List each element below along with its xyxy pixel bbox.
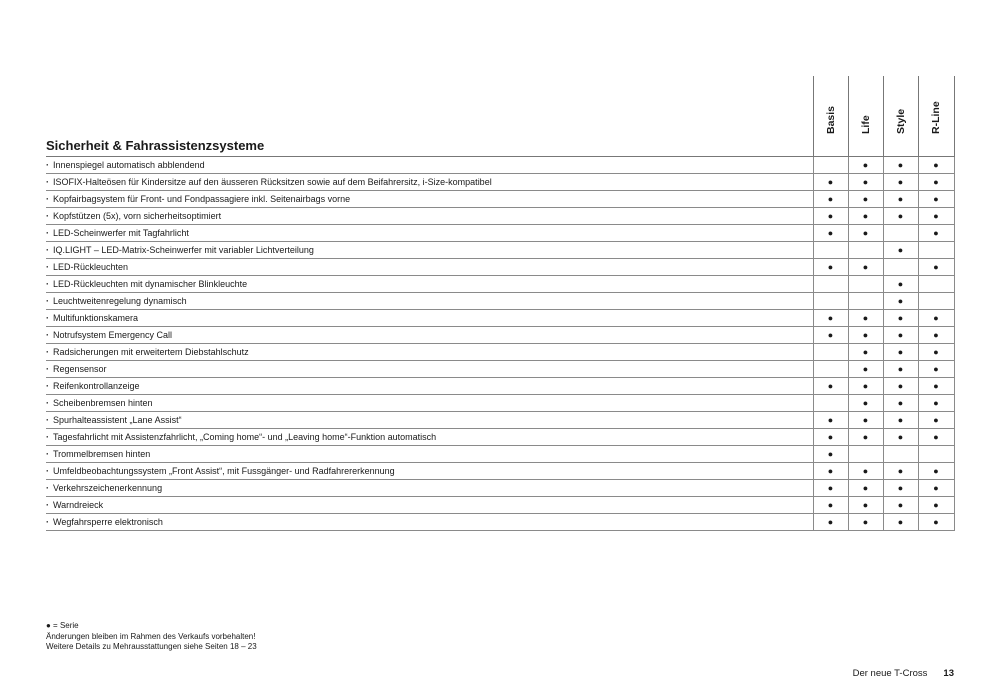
standard-dot-icon: ● bbox=[827, 482, 834, 493]
feature-label: Trommelbremsen hinten bbox=[53, 448, 151, 459]
section-title: Sicherheit & Fahrassistenzsysteme bbox=[46, 76, 813, 156]
standard-dot-icon: ● bbox=[862, 499, 869, 510]
availability-cell bbox=[813, 462, 848, 479]
table-row bbox=[46, 343, 954, 360]
table-row bbox=[46, 445, 954, 462]
standard-dot-icon: ● bbox=[933, 159, 939, 170]
table-row bbox=[46, 258, 954, 275]
availability-cell bbox=[918, 241, 954, 258]
standard-dot-icon: ● bbox=[933, 210, 939, 221]
availability-cell bbox=[813, 326, 848, 343]
page-footer bbox=[853, 668, 954, 679]
feature-label: Spurhalteassistent „Lane Assist“ bbox=[53, 414, 182, 425]
availability-cell bbox=[813, 173, 848, 190]
availability-cell bbox=[918, 173, 954, 190]
variant-label: R-Line bbox=[930, 100, 942, 134]
feature-cell bbox=[46, 360, 813, 377]
page-number: 13 bbox=[943, 668, 954, 679]
bullet-icon: · bbox=[46, 482, 49, 493]
variant-header-r-line bbox=[918, 76, 954, 156]
footnote-legend: ● = Serie bbox=[46, 621, 79, 630]
standard-dot-icon: ● bbox=[897, 363, 904, 374]
standard-dot-icon: ● bbox=[933, 346, 939, 357]
availability-cell bbox=[813, 207, 848, 224]
feature-cell bbox=[46, 309, 813, 326]
standard-dot-icon: ● bbox=[897, 159, 904, 170]
availability-cell bbox=[813, 156, 848, 173]
feature-cell bbox=[46, 411, 813, 428]
availability-cell bbox=[883, 224, 918, 241]
feature-label: Regensensor bbox=[53, 363, 107, 374]
standard-dot-icon: ● bbox=[897, 499, 904, 510]
standard-dot-icon: ● bbox=[933, 329, 939, 340]
bullet-icon: · bbox=[46, 244, 49, 255]
availability-cell bbox=[883, 309, 918, 326]
bullet-icon: · bbox=[46, 227, 49, 238]
availability-cell bbox=[813, 479, 848, 496]
footnote-disclaimer: Änderungen bleiben im Rahmen des Verkaufs vorbehalten! bbox=[46, 631, 256, 641]
availability-cell bbox=[883, 343, 918, 360]
standard-dot-icon: ● bbox=[933, 363, 939, 374]
availability-cell bbox=[883, 292, 918, 309]
standard-dot-icon: ● bbox=[897, 516, 904, 527]
feature-cell bbox=[46, 241, 813, 258]
availability-cell bbox=[883, 428, 918, 445]
standard-dot-icon: ● bbox=[897, 244, 904, 255]
variant-label: Style bbox=[894, 108, 907, 134]
table-row bbox=[46, 326, 954, 343]
feature-label: Umfeldbeobachtungssystem „Front Assist“, mit Fussgänger- und Radfahrererkennung bbox=[53, 465, 395, 476]
availability-cell bbox=[848, 377, 883, 394]
bullet-icon: · bbox=[46, 176, 49, 187]
feature-label: Notrufsystem Emergency Call bbox=[53, 329, 173, 340]
standard-dot-icon: ● bbox=[827, 312, 834, 323]
availability-cell bbox=[848, 343, 883, 360]
feature-cell bbox=[46, 428, 813, 445]
availability-cell bbox=[918, 428, 954, 445]
availability-cell bbox=[848, 156, 883, 173]
table-row bbox=[46, 292, 954, 309]
availability-cell bbox=[918, 377, 954, 394]
table-row bbox=[46, 224, 954, 241]
availability-cell bbox=[813, 309, 848, 326]
table-row bbox=[46, 479, 954, 496]
table-row bbox=[46, 173, 954, 190]
availability-cell bbox=[813, 428, 848, 445]
bullet-icon: · bbox=[46, 159, 49, 170]
standard-dot-icon: ● bbox=[933, 482, 939, 493]
standard-dot-icon: ● bbox=[862, 465, 869, 476]
availability-cell bbox=[918, 224, 954, 241]
availability-cell bbox=[848, 394, 883, 411]
availability-cell bbox=[848, 479, 883, 496]
feature-label: Tagesfahrlicht mit Assistenzfahrlicht, „Coming home“- und „Leaving home“-Funktion automatisch bbox=[53, 431, 437, 442]
availability-cell bbox=[918, 292, 954, 309]
table-row bbox=[46, 394, 954, 411]
feature-label: Radsicherungen mit erweitertem Diebstahlschutz bbox=[53, 346, 249, 357]
standard-dot-icon: ● bbox=[827, 227, 834, 238]
standard-dot-icon: ● bbox=[933, 516, 939, 527]
availability-cell bbox=[848, 428, 883, 445]
availability-cell bbox=[883, 241, 918, 258]
availability-cell bbox=[883, 258, 918, 275]
standard-dot-icon: ● bbox=[897, 346, 904, 357]
standard-dot-icon: ● bbox=[827, 516, 834, 527]
standard-dot-icon: ● bbox=[897, 482, 904, 493]
standard-dot-icon: ● bbox=[933, 397, 939, 408]
availability-cell bbox=[848, 309, 883, 326]
bullet-icon: · bbox=[46, 465, 49, 476]
availability-cell bbox=[813, 513, 848, 530]
table-row bbox=[46, 241, 954, 258]
feature-cell bbox=[46, 258, 813, 275]
bullet-icon: · bbox=[46, 380, 49, 391]
availability-cell bbox=[918, 411, 954, 428]
standard-dot-icon: ● bbox=[933, 431, 939, 442]
availability-cell bbox=[813, 394, 848, 411]
footnote-reference: Weitere Details zu Mehrausstattungen siehe Seiten 18 – 23 bbox=[46, 642, 257, 651]
standard-dot-icon: ● bbox=[897, 414, 904, 425]
standard-dot-icon: ● bbox=[897, 176, 904, 187]
bullet-icon: · bbox=[46, 363, 49, 374]
availability-cell bbox=[848, 207, 883, 224]
availability-cell bbox=[918, 496, 954, 513]
bullet-icon: · bbox=[46, 431, 49, 442]
availability-cell bbox=[813, 343, 848, 360]
standard-dot-icon: ● bbox=[933, 414, 939, 425]
feature-label: Verkehrszeichenerkennung bbox=[53, 482, 163, 493]
availability-cell bbox=[813, 411, 848, 428]
availability-cell bbox=[883, 479, 918, 496]
availability-cell bbox=[918, 462, 954, 479]
availability-cell bbox=[813, 496, 848, 513]
table-row bbox=[46, 377, 954, 394]
availability-cell bbox=[848, 275, 883, 292]
variant-header-life bbox=[848, 76, 883, 156]
standard-dot-icon: ● bbox=[862, 380, 869, 391]
availability-cell bbox=[883, 207, 918, 224]
standard-dot-icon: ● bbox=[897, 210, 904, 221]
standard-dot-icon: ● bbox=[933, 499, 939, 510]
availability-cell bbox=[813, 275, 848, 292]
standard-dot-icon: ● bbox=[827, 380, 834, 391]
standard-dot-icon: ● bbox=[862, 516, 869, 527]
standard-dot-icon: ● bbox=[897, 329, 904, 340]
table-row bbox=[46, 513, 954, 530]
feature-cell bbox=[46, 445, 813, 462]
availability-cell bbox=[883, 411, 918, 428]
standard-dot-icon: ● bbox=[897, 431, 904, 442]
feature-label: Kopfstützen (5x), vorn sicherheitsoptimiert bbox=[53, 210, 222, 221]
bullet-icon: · bbox=[46, 312, 49, 323]
standard-dot-icon: ● bbox=[933, 193, 939, 204]
feature-cell bbox=[46, 275, 813, 292]
standard-dot-icon: ● bbox=[862, 261, 869, 272]
feature-cell bbox=[46, 343, 813, 360]
equipment-table bbox=[46, 76, 955, 531]
variant-header-basis bbox=[813, 76, 848, 156]
availability-cell bbox=[813, 377, 848, 394]
variant-label: Life bbox=[859, 114, 872, 134]
bullet-icon: · bbox=[46, 397, 49, 408]
feature-label: LED-Scheinwerfer mit Tagfahrlicht bbox=[53, 227, 189, 238]
feature-label: Wegfahrsperre elektronisch bbox=[53, 516, 163, 527]
standard-dot-icon: ● bbox=[862, 363, 869, 374]
table-row bbox=[46, 428, 954, 445]
standard-dot-icon: ● bbox=[862, 482, 869, 493]
availability-cell bbox=[848, 241, 883, 258]
availability-cell bbox=[918, 309, 954, 326]
feature-label: Reifenkontrollanzeige bbox=[53, 380, 140, 391]
availability-cell bbox=[918, 156, 954, 173]
standard-dot-icon: ● bbox=[862, 210, 869, 221]
standard-dot-icon: ● bbox=[827, 431, 834, 442]
table-row bbox=[46, 360, 954, 377]
feature-cell bbox=[46, 224, 813, 241]
availability-cell bbox=[813, 445, 848, 462]
standard-dot-icon: ● bbox=[933, 380, 939, 391]
availability-cell bbox=[918, 275, 954, 292]
bullet-icon: · bbox=[46, 516, 49, 527]
document-title: Der neue T-Cross bbox=[852, 668, 928, 679]
table-row bbox=[46, 462, 954, 479]
bullet-icon: · bbox=[46, 448, 49, 459]
bullet-icon: · bbox=[46, 193, 49, 204]
availability-cell bbox=[848, 462, 883, 479]
feature-label: Multifunktionskamera bbox=[53, 312, 139, 323]
standard-dot-icon: ● bbox=[862, 346, 869, 357]
availability-cell bbox=[813, 241, 848, 258]
availability-cell bbox=[813, 190, 848, 207]
availability-cell bbox=[883, 445, 918, 462]
standard-dot-icon: ● bbox=[827, 193, 834, 204]
standard-dot-icon: ● bbox=[862, 312, 869, 323]
availability-cell bbox=[918, 513, 954, 530]
feature-label: ISOFIX-Halteösen für Kindersitze auf den äusseren Rücksitzen sowie auf dem Beifahrersitz, i-Size-kompatibel bbox=[53, 176, 492, 187]
standard-dot-icon: ● bbox=[827, 499, 834, 510]
standard-dot-icon: ● bbox=[862, 193, 869, 204]
availability-cell bbox=[848, 360, 883, 377]
standard-dot-icon: ● bbox=[897, 278, 904, 289]
table-row bbox=[46, 309, 954, 326]
availability-cell bbox=[813, 224, 848, 241]
availability-cell bbox=[813, 258, 848, 275]
availability-cell bbox=[848, 326, 883, 343]
standard-dot-icon: ● bbox=[827, 465, 834, 476]
availability-cell bbox=[918, 445, 954, 462]
availability-cell bbox=[848, 445, 883, 462]
feature-label: Innenspiegel automatisch abblendend bbox=[53, 159, 205, 170]
table-row bbox=[46, 496, 954, 513]
bullet-icon: · bbox=[46, 210, 49, 221]
feature-label: LED-Rückleuchten mit dynamischer Blinkleuchte bbox=[53, 278, 248, 289]
standard-dot-icon: ● bbox=[862, 431, 869, 442]
feature-cell bbox=[46, 394, 813, 411]
feature-label: Warndreieck bbox=[53, 499, 104, 510]
standard-dot-icon: ● bbox=[862, 414, 869, 425]
variant-label: Basis bbox=[824, 105, 837, 134]
availability-cell bbox=[918, 207, 954, 224]
standard-dot-icon: ● bbox=[862, 227, 869, 238]
availability-cell bbox=[918, 258, 954, 275]
availability-cell bbox=[883, 360, 918, 377]
variant-header-style bbox=[883, 76, 918, 156]
availability-cell bbox=[848, 292, 883, 309]
standard-dot-icon: ● bbox=[862, 159, 869, 170]
feature-cell bbox=[46, 156, 813, 173]
availability-cell bbox=[918, 360, 954, 377]
availability-cell bbox=[883, 173, 918, 190]
feature-cell bbox=[46, 377, 813, 394]
standard-dot-icon: ● bbox=[827, 329, 834, 340]
feature-label: Kopfairbagsystem für Front- und Fondpassagiere inkl. Seitenairbags vorne bbox=[53, 193, 351, 204]
standard-dot-icon: ● bbox=[827, 448, 834, 459]
availability-cell bbox=[883, 377, 918, 394]
feature-cell bbox=[46, 462, 813, 479]
standard-dot-icon: ● bbox=[933, 312, 939, 323]
availability-cell bbox=[918, 326, 954, 343]
feature-cell bbox=[46, 326, 813, 343]
standard-dot-icon: ● bbox=[933, 176, 939, 187]
table-row bbox=[46, 411, 954, 428]
table-header-row bbox=[46, 76, 954, 156]
feature-cell bbox=[46, 190, 813, 207]
feature-label: IQ.LIGHT – LED-Matrix-Scheinwerfer mit variabler Lichtverteilung bbox=[53, 244, 314, 255]
standard-dot-icon: ● bbox=[827, 210, 834, 221]
feature-cell bbox=[46, 496, 813, 513]
table-row bbox=[46, 190, 954, 207]
standard-dot-icon: ● bbox=[897, 465, 904, 476]
feature-label: Scheibenbremsen hinten bbox=[53, 397, 153, 408]
standard-dot-icon: ● bbox=[862, 397, 869, 408]
table-row bbox=[46, 156, 954, 173]
availability-cell bbox=[848, 190, 883, 207]
availability-cell bbox=[918, 479, 954, 496]
availability-cell bbox=[883, 275, 918, 292]
availability-cell bbox=[883, 156, 918, 173]
availability-cell bbox=[848, 513, 883, 530]
availability-cell bbox=[848, 258, 883, 275]
standard-dot-icon: ● bbox=[827, 261, 834, 272]
availability-cell bbox=[883, 394, 918, 411]
standard-dot-icon: ● bbox=[827, 414, 834, 425]
bullet-icon: · bbox=[46, 329, 49, 340]
feature-cell bbox=[46, 479, 813, 496]
table-row bbox=[46, 207, 954, 224]
availability-cell bbox=[918, 394, 954, 411]
availability-cell bbox=[883, 513, 918, 530]
standard-dot-icon: ● bbox=[897, 397, 904, 408]
feature-cell bbox=[46, 513, 813, 530]
feature-cell bbox=[46, 292, 813, 309]
bullet-icon: · bbox=[46, 261, 49, 272]
standard-dot-icon: ● bbox=[862, 176, 869, 187]
standard-dot-icon: ● bbox=[933, 227, 939, 238]
footnotes bbox=[46, 621, 257, 653]
availability-cell bbox=[883, 462, 918, 479]
availability-cell bbox=[848, 496, 883, 513]
availability-cell bbox=[883, 326, 918, 343]
availability-cell bbox=[848, 411, 883, 428]
standard-dot-icon: ● bbox=[897, 193, 904, 204]
table-row bbox=[46, 275, 954, 292]
feature-label: LED-Rückleuchten bbox=[53, 261, 129, 272]
availability-cell bbox=[918, 190, 954, 207]
standard-dot-icon: ● bbox=[933, 465, 939, 476]
availability-cell bbox=[883, 496, 918, 513]
feature-label: Leuchtweitenregelung dynamisch bbox=[53, 295, 187, 306]
availability-cell bbox=[848, 224, 883, 241]
availability-cell bbox=[813, 292, 848, 309]
bullet-icon: · bbox=[46, 499, 49, 510]
equipment-rows bbox=[46, 156, 954, 530]
standard-dot-icon: ● bbox=[827, 176, 834, 187]
availability-cell bbox=[848, 173, 883, 190]
bullet-icon: · bbox=[46, 346, 49, 357]
standard-dot-icon: ● bbox=[933, 261, 939, 272]
availability-cell bbox=[918, 343, 954, 360]
bullet-icon: · bbox=[46, 295, 49, 306]
standard-dot-icon: ● bbox=[897, 295, 904, 306]
bullet-icon: · bbox=[46, 278, 49, 289]
feature-cell bbox=[46, 207, 813, 224]
bullet-icon: · bbox=[46, 414, 49, 425]
standard-dot-icon: ● bbox=[897, 312, 904, 323]
availability-cell bbox=[883, 190, 918, 207]
availability-cell bbox=[813, 360, 848, 377]
standard-dot-icon: ● bbox=[862, 329, 869, 340]
feature-cell bbox=[46, 173, 813, 190]
standard-dot-icon: ● bbox=[897, 380, 904, 391]
